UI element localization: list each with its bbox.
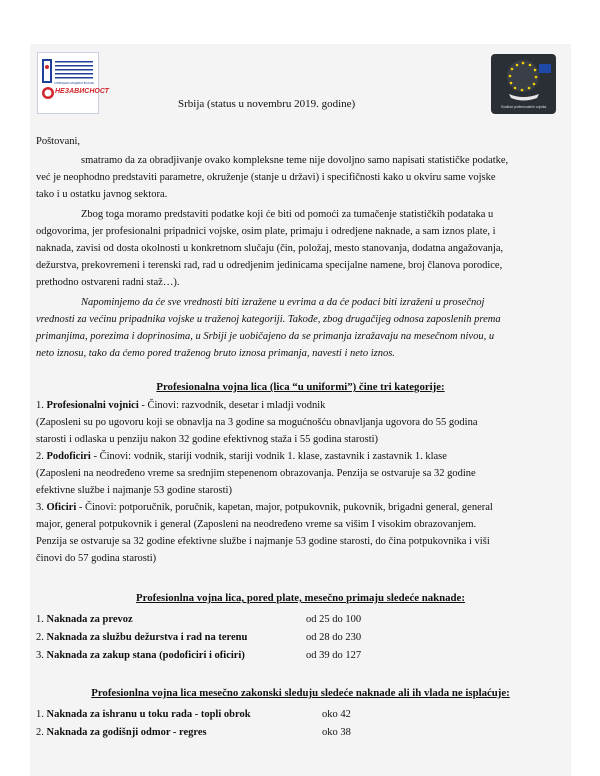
legal-heading: Profesionlna vojna lica mesečno zakonski sleduju sledeće naknade ali ih vlada ne isplaćuje:	[91, 687, 510, 699]
category-title: Podoficiri	[46, 451, 91, 462]
category-number: 1.	[36, 400, 44, 411]
allowances-heading: Profesionlna vojna lica, pored plate, mesečno primaju sledeće naknade:	[136, 592, 465, 604]
intro-p3-line: vrednosti za većinu pripadnika vojske u traženoj kategoriji. Takođe, zbog drugačijeg odnosa zaposlenih prema	[36, 314, 501, 325]
row-label: Naknada za službu dežurstva i rad na terenu	[46, 632, 248, 643]
salutation: Poštovani,	[36, 136, 81, 147]
union-logo-left	[37, 52, 109, 114]
intro-p2-line: Zbog toga moramo predstaviti podatke koji će biti od pomoći za tumačenje statističkih podataka u	[81, 209, 494, 220]
allowance-row-label	[36, 632, 247, 643]
row-label: Naknada za ishranu u toku rada - topli obrok	[46, 709, 251, 720]
category-desc-line: (Zaposleni su po ugovoru koji se obnavlja na 3 godine sa mogućnošću obnavljanja ugovora do 55 godina	[36, 417, 478, 428]
category-title: Oficiri	[46, 502, 77, 513]
document-subtitle: Srbija (status u novembru 2019. godine)	[178, 98, 356, 110]
category-item-nco	[36, 450, 447, 464]
allowance-row-label	[36, 614, 133, 625]
category-desc-line: efektivne službe i najmanje 53 godine starosti)	[36, 485, 232, 496]
row-label: Naknada za zakup stana (podoficiri i oficiri)	[46, 650, 245, 661]
row-number: 3.	[36, 650, 44, 661]
category-desc-line: major, general potpukovnik i general (Zaposleni na neodređeno vreme sa višim I visokim obrazovanjem.	[36, 519, 477, 530]
category-desc-line: Penzija se ostvaruje sa 32 godine efektivne službe i najmanje 53 godine starosti, do čina potpukovnika i viši	[36, 536, 490, 547]
logo-left-small-text: СЛОБОДНИ СИНДИКАТ ВОЈСКЕ	[54, 82, 95, 85]
intro-p1-line: već je neophodno predstaviti parametre, okruženje (stanje u državi) i specifičnosti kako u okviru same vojske	[36, 172, 496, 183]
category-ranks: - Činovi: vodnik, stariji vodnik, stariji vodnik 1. klase, zastavnik i zastavnik 1. klase	[90, 451, 447, 462]
intro-p3-line: primanjima, porezima i doprinosima, u Srbiji je uobičajeno da se primanja izražavaju na mesečnom nivou, u	[36, 331, 495, 342]
legal-row-value: oko 38	[322, 727, 351, 738]
category-ranks: - Činovi: razvodnik, desetar i mladji vodnik	[138, 400, 326, 411]
legal-row-value: oko 42	[322, 709, 351, 720]
intro-p2-line: prethodno ostvareni radni staž…).	[36, 277, 180, 288]
legal-row-label	[36, 727, 207, 738]
category-number: 2.	[36, 451, 44, 462]
row-number: 1.	[36, 614, 44, 625]
row-number: 2.	[36, 727, 44, 738]
row-label: Naknada za prevoz	[46, 614, 133, 625]
category-item-soldiers	[36, 399, 325, 413]
category-number: 3.	[36, 502, 44, 513]
category-ranks: - Činovi: potporučnik, poručnik, kapetan, major, potpukovnik, pukovnik, brigadni general, general	[76, 502, 493, 513]
union-logo-right	[491, 54, 556, 114]
row-label: Naknada za godišnji odmor - regres	[46, 727, 207, 738]
intro-p3-line: neto iznosu, tako da ćemo pored traženog bruto iznosa primanja, navesti i neto iznos.	[36, 348, 395, 359]
allowance-row-label	[36, 650, 245, 661]
row-number: 2.	[36, 632, 44, 643]
logo-right-caption: Sindikat profesionalnih vojnika	[500, 105, 547, 109]
categories-heading: Profesionalna vojna lica (lica “u uniformi”) čine tri kategorije:	[156, 381, 445, 393]
allowance-row-value: od 25 do 100	[306, 614, 362, 625]
allowance-row-value: od 28 do 230	[306, 632, 362, 643]
intro-p2-line: naknada, zavisi od dosta okolnosti u konkretnom slučaju (čin, položaj, mesto stanovanja, dodatna angažovanja,	[36, 243, 504, 254]
category-desc-line: činovi do 57 godina starosti)	[36, 553, 157, 564]
intro-p2-line: odgovorima, jer profesionalni pripadnici vojske, osim plate, primaju i odredjene naknade, a sam iznos plate, i	[36, 226, 496, 237]
category-item-officers	[36, 501, 493, 515]
intro-p2-line: dežurstva, prekovremeni i terenski rad, rad u odredjenim jedinicama specijalne namene, broj članova porodice,	[36, 260, 503, 271]
legal-row-label	[36, 709, 251, 720]
logo-left-wordmark: НЕЗАВИСНОСТ	[55, 88, 109, 95]
category-desc-line: (Zaposleni na neodređeno vreme sa srednjim stepenenom obrazovanja. Penzija se ostvaruje sa 32 godine	[36, 468, 476, 479]
category-title: Profesionalni vojnici	[46, 400, 139, 411]
category-desc-line: starosti i odlaska u penziju nakon 32 godine efektivnog staža i 55 godina starosti)	[36, 434, 379, 445]
intro-p1-line: smatramo da za obradjivanje ovako kompleksne teme nije dovoljno samo napisati statističke podatke,	[81, 155, 509, 166]
intro-p1-line: tako i u ostatku javnog sektora.	[36, 189, 168, 200]
row-number: 1.	[36, 709, 44, 720]
intro-p3-line: Napominjemo da će sve vrednosti biti izražene u evrima a da će podaci biti izraženi u prosečnoj	[81, 297, 485, 308]
allowance-row-value: od 39 do 127	[306, 650, 362, 661]
